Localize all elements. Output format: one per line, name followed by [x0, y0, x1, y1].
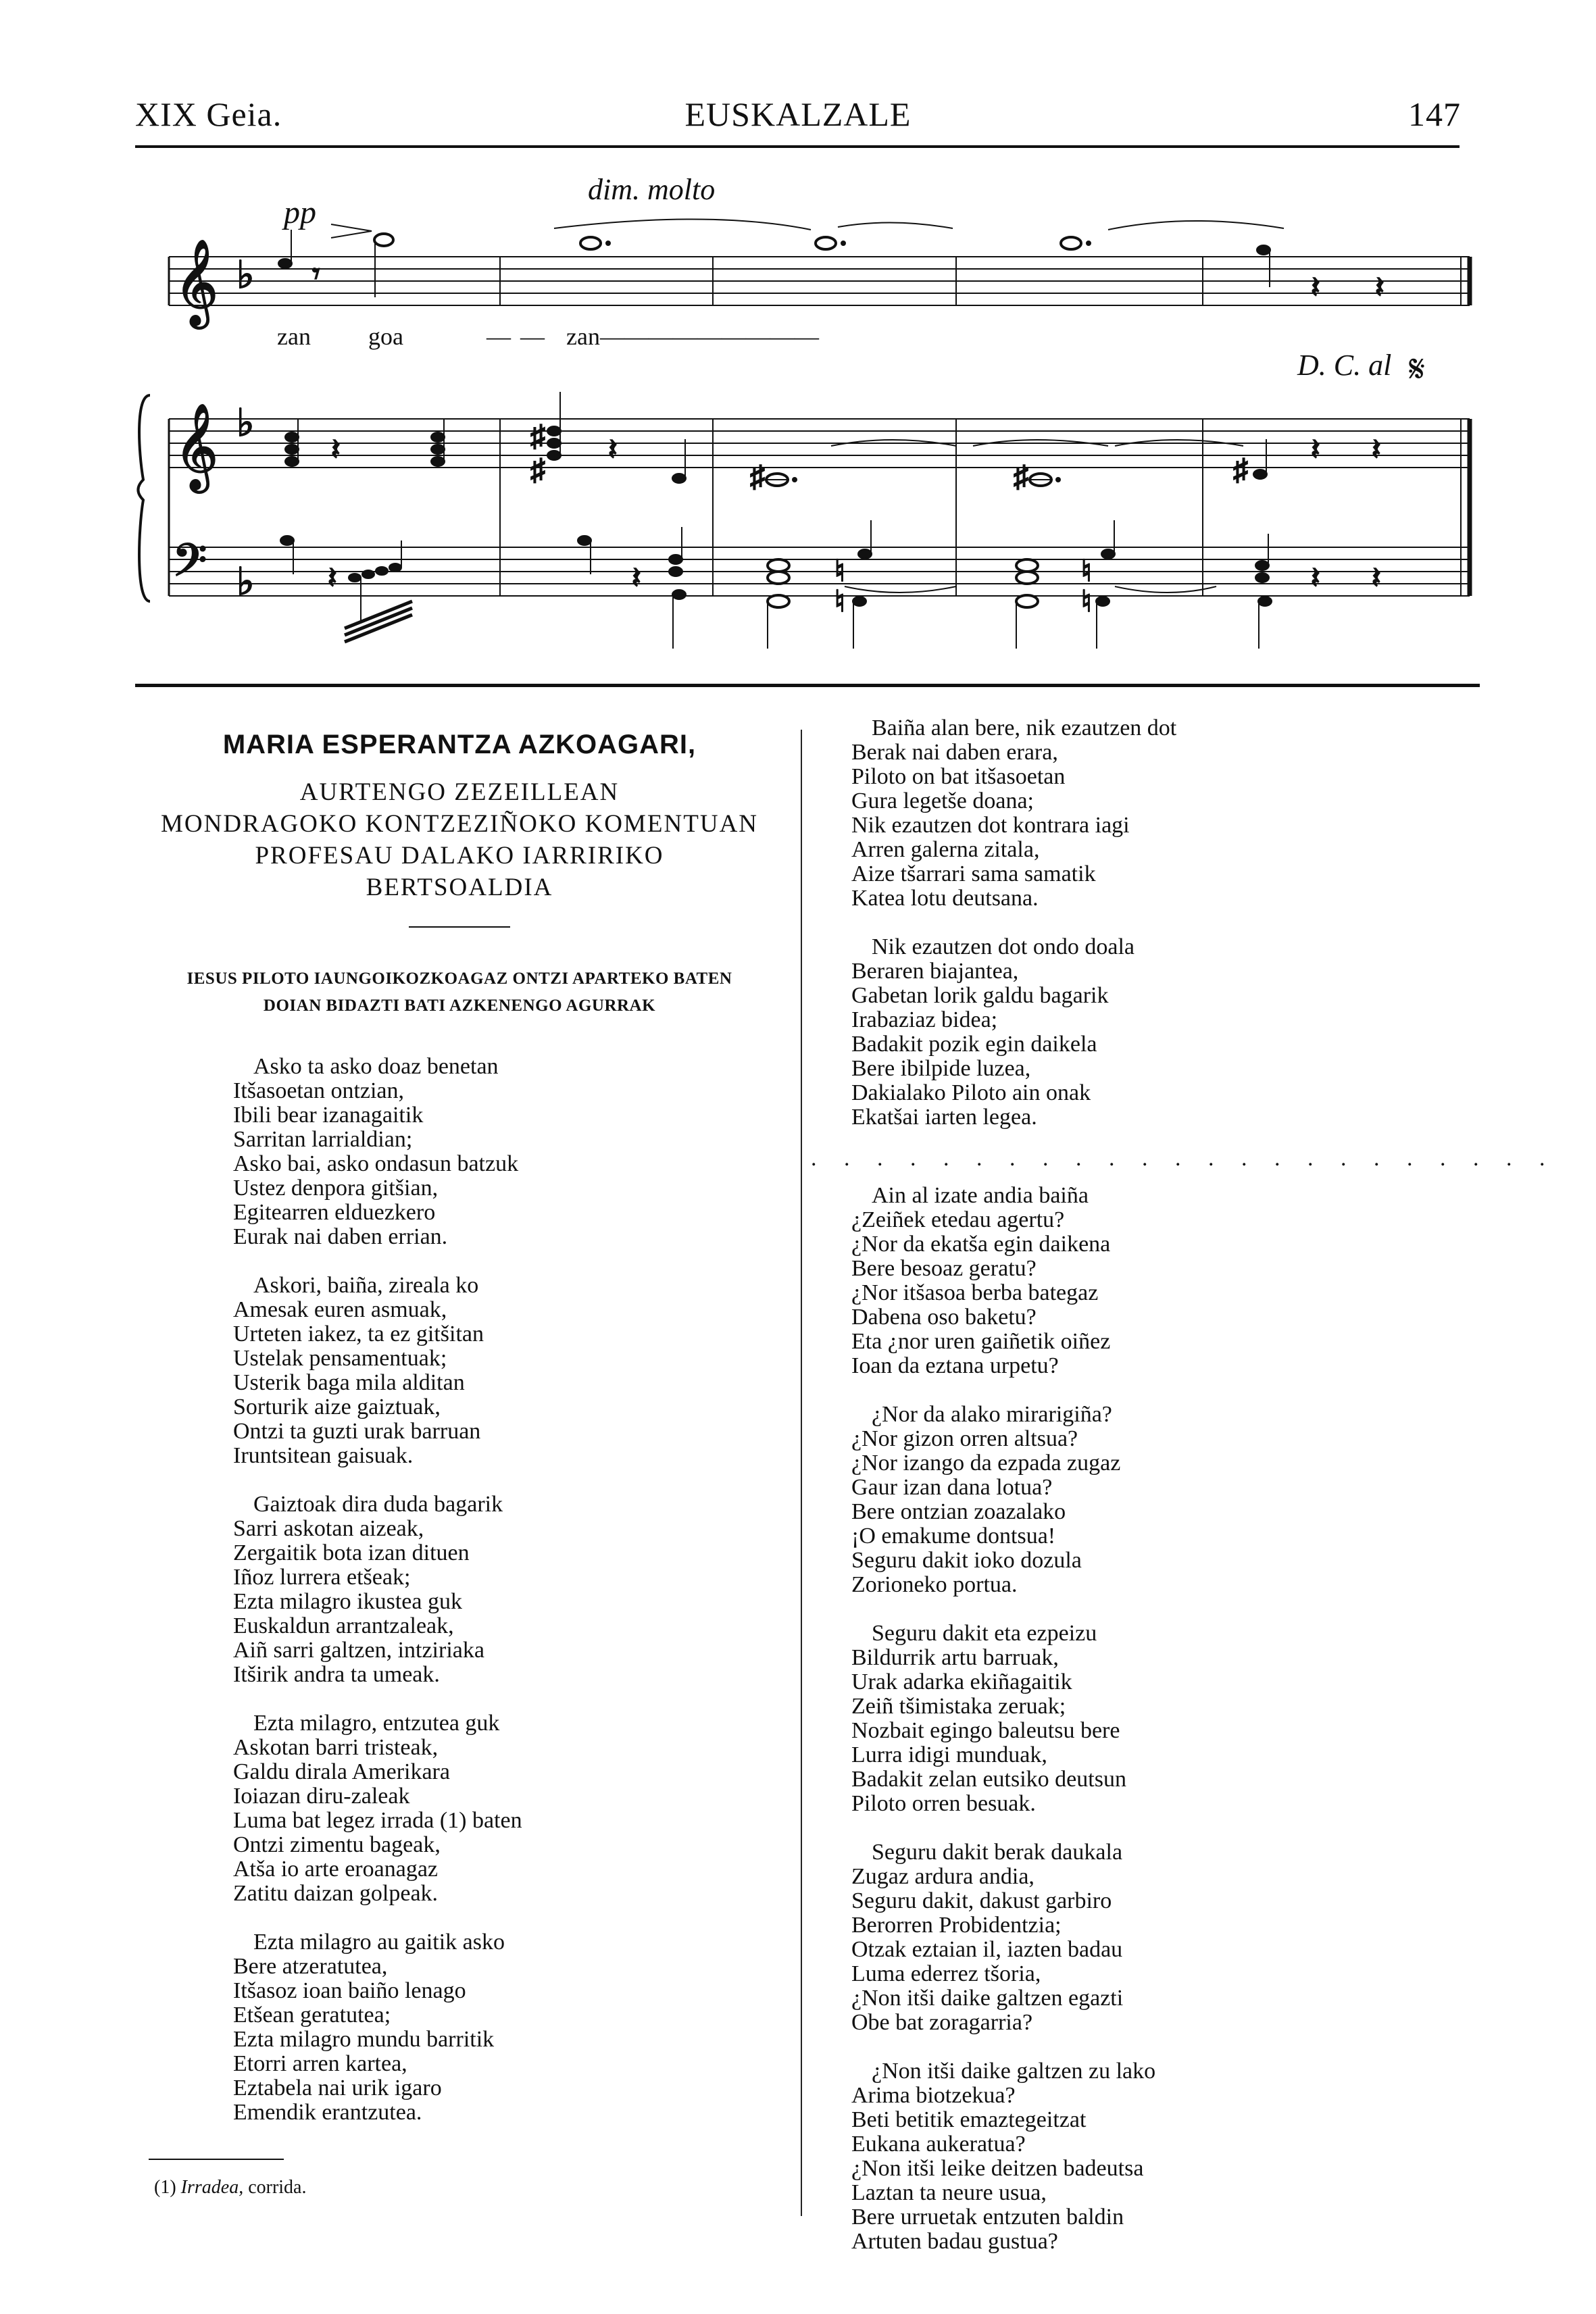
verse-line: Etorri arren kartea, [233, 2051, 407, 2076]
verse-line: ¿Nor da alako mirarigiña? [872, 1402, 1112, 1427]
verse-line: Ontzi zimentu bageak, [233, 1832, 441, 1857]
verse-line: Askotan barri tristeak, [233, 1735, 439, 1760]
flat-icon: ♭ [236, 561, 255, 603]
verse-line: Itšasoz ioan baiño lenago [233, 1978, 466, 2003]
section-rule [135, 684, 1480, 687]
right-column [811, 715, 1556, 2278]
footnote [154, 2177, 307, 2198]
footnote-term: Irradea, [180, 2177, 244, 2198]
verse-line: Ontzi ta guzti urak barruan [233, 1419, 481, 1444]
subtitle-line: AURTENGO ZEZEILLEAN [299, 778, 620, 806]
svg-text:𝄽: 𝄽 [1372, 561, 1381, 595]
verse-line: Bere atzeratutea, [233, 1954, 388, 1979]
verse-line: Obe bat zoragarria? [851, 2010, 1033, 2035]
verse-line: Gura legetše doana; [851, 788, 1034, 813]
verse-line: Gaiztoak dira duda bagarik [253, 1492, 503, 1517]
verse-line: Baiña alan bere, nik ezautzen dot [872, 715, 1177, 740]
lyric-syllable: — [520, 323, 545, 350]
svg-text:𝄽: 𝄽 [1372, 433, 1381, 466]
svg-text:♮: ♮ [1081, 585, 1092, 618]
verse-line: ¿Non itši daike galtzen zu lako [872, 2059, 1156, 2084]
header-journal-title: EUSKALZALE [684, 95, 912, 133]
column-divider [801, 730, 802, 2216]
verse-line: Arima biotzekua? [851, 2083, 1016, 2108]
verse-line: Asko ta asko doaz benetan [253, 1054, 499, 1079]
verse-line: Seguru dakit berak daukala [872, 1840, 1123, 1865]
svg-text:♮: ♮ [834, 585, 845, 618]
title-divider [409, 926, 510, 928]
stanza [851, 716, 1460, 911]
verse-line: Berak nai daben erara, [851, 740, 1058, 765]
verse-line: Galdu dirala Amerikara [233, 1759, 450, 1784]
poem-subtitle [135, 776, 784, 903]
ellipsis-divider: . . . . . . . . . . . . . . . . . . . . . . . [811, 1146, 1556, 1171]
flat-icon: ♭ [236, 403, 255, 445]
stanza [135, 1930, 784, 2125]
verse-line: Irabaziaz bidea; [851, 1007, 998, 1032]
verse-line: Ain al izate andia baiña [872, 1183, 1089, 1208]
verse-line: Piloto orren besuak. [851, 1791, 1036, 1816]
verse-line: Ezta milagro, entzutea guk [253, 1711, 500, 1736]
right-stanzas-bottom [851, 1184, 1460, 2254]
verse-line: Gabetan lorik galdu bagarik [851, 983, 1109, 1008]
dedication-line: IESUS PILOTO IAUNGOIKOZKOAGAZ ONTZI APARTEKO BATEN [186, 970, 732, 988]
verse-line: Aiñ sarri galtzen, intziriaka [233, 1638, 484, 1663]
verse-line: Atša io arte eroanagaz [233, 1857, 438, 1882]
verse-line: ¿Non itši daike galtzen egazti [851, 1986, 1124, 2011]
verse-line: Itšasoetan ontzian, [233, 1078, 405, 1103]
verse-line: Iñoz lurrera etšeak; [233, 1565, 411, 1590]
verse-line: Urak adarka ekiñagaitik [851, 1669, 1072, 1694]
verse-line: Egitearren elduezkero [233, 1200, 436, 1225]
svg-text:𝄽: 𝄽 [328, 561, 337, 595]
verse-line: ¿Nor da ekatša egin daikena [851, 1232, 1111, 1257]
system-brace [139, 395, 151, 601]
lyric-syllable: zan————————— [566, 323, 819, 350]
verse-line: Arren galerna zitala, [851, 837, 1040, 862]
treble-clef-icon: 𝄞 [174, 405, 219, 488]
svg-text:♮: ♮ [1081, 555, 1092, 588]
verse-line: Eukana aukeratua? [851, 2132, 1026, 2157]
svg-text:𝄽: 𝄽 [1311, 561, 1320, 595]
verse-line: Amesak euren asmuak, [233, 1297, 447, 1322]
dedication-line: DOIAN BIDAZTI BATI AZKENENGO AGURRAK [263, 997, 656, 1015]
repeat-instruction: D. C. al [1297, 349, 1392, 382]
svg-text:𝄽: 𝄽 [1311, 433, 1320, 466]
verse-line: Euskaldun arrantzaleak, [233, 1613, 454, 1638]
verse-line: Berorren Probidentzia; [851, 1913, 1062, 1938]
poem-title: MARIA ESPERANTZA AZKOAGARI, [222, 730, 697, 759]
verse-line: Bere ibilpide luzea, [851, 1056, 1031, 1081]
verse-line: Nik ezautzen dot kontrara iagi [851, 813, 1130, 838]
verse-line: Bere ontzian zoazalako [851, 1499, 1066, 1524]
svg-text:𝄽: 𝄽 [632, 561, 641, 595]
verse-line: Ezta milagro ikustea guk [233, 1589, 462, 1614]
svg-text:♮: ♮ [834, 555, 845, 588]
verse-line: Seguru dakit, dakust garbiro [851, 1888, 1112, 1913]
verse-line: Urteten iakez, ta ez gitšitan [233, 1322, 484, 1347]
stanza [851, 1840, 1460, 2035]
subtitle-line: BERTSOALDIA [366, 874, 553, 901]
svg-text:♯: ♯ [1233, 453, 1248, 486]
verse-line: Sorturik aize gaiztuak, [233, 1394, 441, 1419]
verse-line: Nik ezautzen dot ondo doala [872, 934, 1134, 959]
verse-line: Bildurrik artu barruak, [851, 1645, 1059, 1670]
svg-text:♯: ♯ [750, 460, 765, 493]
verse-line: Sarri askotan aizeak, [233, 1516, 424, 1541]
verse-line: Sarritan larrialdian; [233, 1127, 413, 1152]
verse-line: Asko bai, asko ondasun batzuk [233, 1151, 519, 1176]
lyric-syllable: — [487, 323, 511, 350]
running-head [0, 0, 1596, 155]
verse-line: ¿Nor itšasoa berba bategaz [851, 1280, 1099, 1305]
verse-line: Luma ederrez tšoria, [851, 1961, 1041, 1986]
verse-line: Dabena oso baketu? [851, 1305, 1037, 1330]
page-number: 147 [1408, 95, 1461, 133]
stanza [135, 1055, 784, 1249]
bass-clef-icon: 𝄢 [172, 537, 207, 597]
verse-line: Emendik erantzutea. [233, 2100, 422, 2125]
verse-line: Ezta milagro mundu barritik [233, 2027, 495, 2052]
svg-text:𝄽: 𝄽 [1311, 271, 1320, 304]
left-stanzas [135, 1055, 784, 2125]
segno-icon: 𝄋 [1409, 349, 1426, 391]
verse-line: Artuten badau gustua? [851, 2229, 1058, 2254]
footnote-mark: (1) [154, 2177, 176, 2198]
verse-line: Eurak nai daben errian. [233, 1224, 448, 1249]
verse-line: Piloto on bat itšasoetan [851, 764, 1066, 789]
flat-icon: ♭ [236, 255, 255, 297]
verse-line: Badakit pozik egin daikela [851, 1032, 1097, 1057]
verse-line: Askori, baiña, zireala ko [253, 1273, 479, 1298]
verse-line: Bere besoaz geratu? [851, 1256, 1037, 1281]
stanza [851, 1403, 1460, 1597]
verse-line: Aize tšarrari sama samatik [851, 861, 1096, 886]
left-column [135, 716, 784, 2149]
header-issue: XIX Geia. [135, 95, 282, 133]
verse-line: Ezta milagro au gaitik asko [253, 1930, 505, 1955]
svg-text:𝄽: 𝄽 [1375, 271, 1385, 304]
svg-text:𝄽: 𝄽 [331, 433, 341, 466]
svg-text:♯: ♯ [530, 420, 545, 453]
svg-text:𝄾: 𝄾 [312, 257, 320, 291]
verse-line: Ioan da eztana urpetu? [851, 1353, 1059, 1378]
verse-line: Zugaz ardura andia, [851, 1864, 1034, 1889]
verse-line: Katea lotu deutsana. [851, 886, 1039, 911]
verse-line: ¿Nor izango da ezpada zugaz [851, 1451, 1121, 1476]
verse-line: Beti betitik emaztegeitzat [851, 2107, 1087, 2132]
verse-line: Bere urruetak entzuten baldin [851, 2205, 1124, 2230]
verse-line: Ibili bear izanagaitik [233, 1103, 424, 1128]
verse-line: Etšean geratutea; [233, 2003, 391, 2028]
verse-line: ¿Zeiñek etedau agertu? [851, 1207, 1065, 1232]
verse-line: Ustelak pensamentuak; [233, 1346, 447, 1371]
subtitle-line: MONDRAGOKO KONTZEZIÑOKO KOMENTUAN [160, 810, 759, 838]
verse-line: Lurra idigi munduak, [851, 1742, 1047, 1767]
verse-line: Zatitu daizan golpeak. [233, 1881, 439, 1906]
verse-line: Otzak eztaian il, iazten badau [851, 1937, 1123, 1962]
verse-line: Badakit zelan eutsiko deutsun [851, 1767, 1126, 1792]
svg-text:♯: ♯ [530, 453, 545, 486]
right-stanzas-top [851, 716, 1460, 1130]
verse-line: Gaur izan dana lotua? [851, 1475, 1053, 1500]
dynamic-marking: pp [284, 195, 316, 230]
verse-line: Seguru dakit ioko dozula [851, 1548, 1082, 1573]
svg-text:♯: ♯ [1014, 460, 1028, 493]
verse-line: Ustez denpora gitšian, [233, 1176, 439, 1201]
music-score [135, 162, 1480, 689]
dedication [135, 965, 784, 1020]
stanza [851, 1184, 1460, 1378]
verse-line: Itširik andra ta umeak. [233, 1662, 440, 1687]
footnote-text: corrida. [248, 2177, 307, 2198]
expression-marking: dim. molto [588, 173, 716, 206]
stanza [851, 1621, 1460, 1816]
verse-line: Iruntsitean gaisuak. [233, 1443, 414, 1468]
header-rule [135, 145, 1460, 148]
verse-line: Ioiazan diru-zaleak [233, 1784, 410, 1809]
verse-line: Nozbait egingo baleutsu bere [851, 1718, 1120, 1743]
verse-line: Zeiñ tšimistaka zeruak; [851, 1694, 1066, 1719]
verse-line: ¿Nor gizon orren altsua? [851, 1426, 1078, 1451]
verse-line: Luma bat legez irrada (1) baten [233, 1808, 522, 1833]
verse-line: ¿Non itši leike deitzen badeutsa [851, 2156, 1144, 2181]
lyric-syllable: zan [277, 323, 311, 350]
stanza [851, 2059, 1460, 2254]
stanza [135, 1274, 784, 1468]
lyric-syllable: goa [368, 323, 403, 350]
stanza [135, 1711, 784, 1906]
verse-line: Zorioneko portua. [851, 1572, 1018, 1597]
verse-line: Dakialako Piloto ain onak [851, 1080, 1091, 1105]
verse-line: Eta ¿nor uren gaiñetik oiñez [851, 1329, 1111, 1354]
verse-line: Laztan ta neure usua, [851, 2180, 1047, 2205]
stanza [135, 1492, 784, 1687]
verse-line: Usterik baga mila alditan [233, 1370, 465, 1395]
subtitle-line: PROFESAU DALAKO IARRIRIKO [255, 842, 664, 870]
svg-text:𝄽: 𝄽 [608, 433, 618, 466]
verse-line: Ekatšai iarten legea. [851, 1105, 1037, 1130]
stanza [851, 935, 1460, 1130]
verse-line: Zergaitik bota izan dituen [233, 1540, 470, 1565]
treble-clef-icon: 𝄞 [174, 241, 219, 324]
verse-line: ¡O emakume dontsua! [851, 1524, 1056, 1549]
footnote-rule [149, 2159, 284, 2160]
verse-line: Seguru dakit eta ezpeizu [872, 1621, 1097, 1646]
verse-line: Eztabela nai urik igaro [233, 2076, 442, 2101]
verse-line: Beraren biajantea, [851, 959, 1019, 984]
